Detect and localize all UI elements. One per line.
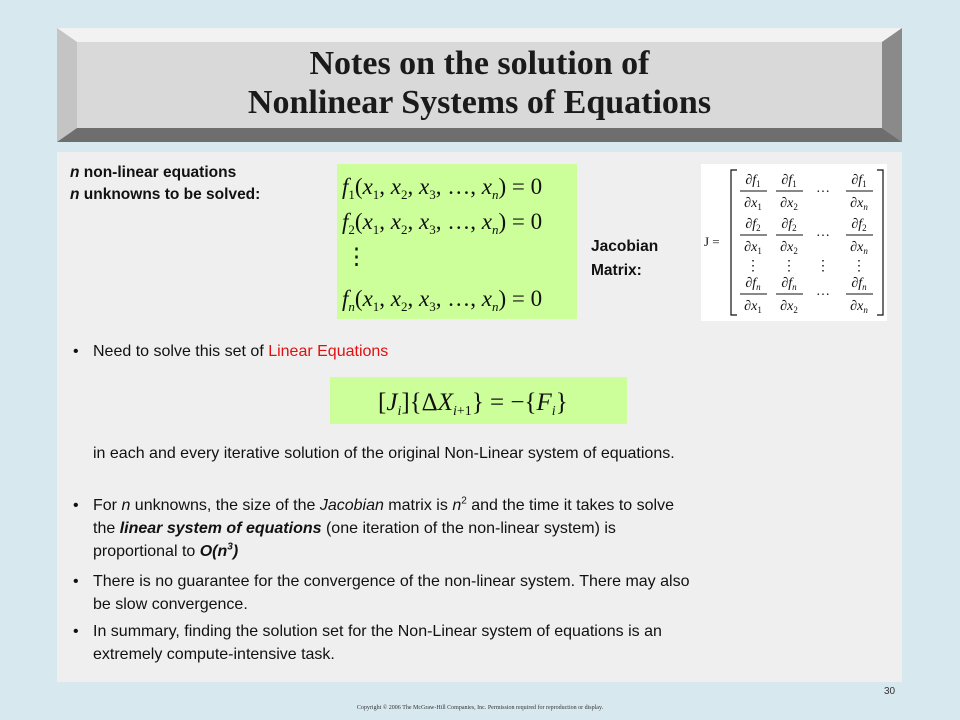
content-panel: n non-linear equations n unknowns to be solved: $f_1(x_1$, $x_2$, $x_3$, …, $x_n) = 0$ $f_2(x_1$, $x_2$, $x_3$, …, $x_n) = 0$ ⋮ $f_n(x_1$, $x_2$, $x_3$, …, $x_n) = 0$ Jacobian Matrix: J = $\partial f_1$ $\partial x_1$ $\partial f_1$ $\partial x_2$ … $\partial f_1$ $\partial x_n$ $\partial f_2$ $\partial x_1$ $\partial f_2$ $\partial x_2$ … $\partial f_2$ $\partial x_n$ ⋮ ⋮ ⋮ ⋮ $\partial f_n$ $\partial x_1$ $\partial f_n$ $\partial x_2$ … $\partial f_n$ $\partial x_n$ • Need to solve this set of Linear Equations $[J_i]\{\Delta X_i+1\} = -\{F_i\}$ in each and every iterative solution of the original Non-Linear system of equations. • For n unknowns, the size of the Jacobian matrix is $n^2$ and the time it takes to solve the linear system of equations (one iteration of the non-linear system) is proportional to $O(n^3)$ • There is no guarantee for the convergence of the non-linear system. There may also be slow convergence. • In summary, finding the solution set for the Non-Linear system of equations is an extremely compute-intensive task. bbox=[57, 152, 902, 682]
svg-text:∂f2: $\partial f_2$ bbox=[745, 217, 761, 233]
jacobian-matrix bbox=[701, 164, 887, 321]
intro-text: n non-linear equations n unknowns to be solved: bbox=[70, 164, 261, 203]
svg-text:…: … bbox=[816, 181, 830, 196]
svg-text:f2(x1, x2, x3, …, xn) = 0: $f_2(x_1$, $x_2$, $x_3$, …, $x_n) = 0$ bbox=[342, 209, 543, 237]
svg-text:∂fn: $\partial f_n$ bbox=[745, 276, 761, 292]
svg-text:∂f1: $\partial f_1$ bbox=[851, 173, 867, 189]
page-title bbox=[77, 44, 882, 122]
equation-system-graphic bbox=[337, 164, 577, 319]
title-box bbox=[57, 28, 902, 142]
svg-text:∂x2: $\partial x_2$ bbox=[780, 299, 798, 315]
svg-text:∂f1: $\partial f_1$ bbox=[781, 173, 797, 189]
svg-text:∂xn: $\partial x_n$ bbox=[850, 240, 868, 256]
svg-text:⋮: ⋮ bbox=[852, 259, 866, 274]
page-number: 30 bbox=[884, 686, 896, 697]
svg-text:∂x2: $\partial x_2$ bbox=[780, 240, 798, 256]
svg-text:…: … bbox=[816, 284, 830, 299]
svg-text:⋮: ⋮ bbox=[345, 244, 368, 269]
svg-text:[Ji]{ΔXi+1} = −{Fi}: $[J_i]\{\Delta X_i+1\} = -\{F_i\}$ bbox=[378, 389, 568, 419]
svg-text:∂fn: $\partial f_n$ bbox=[781, 276, 797, 292]
svg-text:∂f2: $\partial f_2$ bbox=[851, 217, 867, 233]
svg-text:⋮: ⋮ bbox=[746, 259, 760, 274]
svg-text:∂f1: $\partial f_1$ bbox=[745, 173, 761, 189]
svg-text:f1(x1, x2, x3, …, xn) = 0: $f_1(x_1$, $x_2$, $x_3$, …, $x_n) = 0$ bbox=[342, 174, 543, 202]
svg-text:∂fn: $\partial f_n$ bbox=[851, 276, 867, 292]
copyright-notice: Copyright © 2006 The McGraw-Hill Companies, Inc. Permission required for reproduction or display. bbox=[356, 705, 604, 711]
linear-equation bbox=[330, 377, 627, 424]
title-line-2: Nonlinear Systems of Equations bbox=[247, 84, 712, 121]
equation-system bbox=[337, 164, 577, 319]
svg-text:∂x1: $\partial x_1$ bbox=[744, 196, 762, 212]
svg-text:∂x1: $\partial x_1$ bbox=[744, 299, 762, 315]
svg-text:⋮: ⋮ bbox=[816, 259, 830, 274]
linear-equations-continuation: in each and every iterative solution of the original Non-Linear system of equations. bbox=[93, 445, 675, 462]
svg-text:…: … bbox=[816, 225, 830, 240]
svg-text:∂f2: $\partial f_2$ bbox=[781, 217, 797, 233]
title-line-1: Notes on the solution of bbox=[309, 45, 650, 82]
linear-equations-highlight: Linear Equations bbox=[268, 343, 389, 360]
jacobian-symbol: J = bbox=[704, 234, 720, 249]
linear-equation-graphic bbox=[330, 377, 627, 424]
svg-text:∂xn: $\partial x_n$ bbox=[850, 299, 868, 315]
svg-text:fn(x1, x2, x3, …, xn) = 0: $f_n(x_1$, $x_2$, $x_3$, …, $x_n) = 0$ bbox=[342, 286, 543, 314]
svg-text:∂x2: $\partial x_2$ bbox=[780, 196, 798, 212]
svg-text:⋮: ⋮ bbox=[782, 259, 796, 274]
svg-text:∂xn: $\partial x_n$ bbox=[850, 196, 868, 212]
svg-text:∂x1: $\partial x_1$ bbox=[744, 240, 762, 256]
jacobian-matrix-graphic bbox=[701, 164, 887, 321]
jacobian-label: Jacobian Matrix: bbox=[591, 238, 659, 279]
